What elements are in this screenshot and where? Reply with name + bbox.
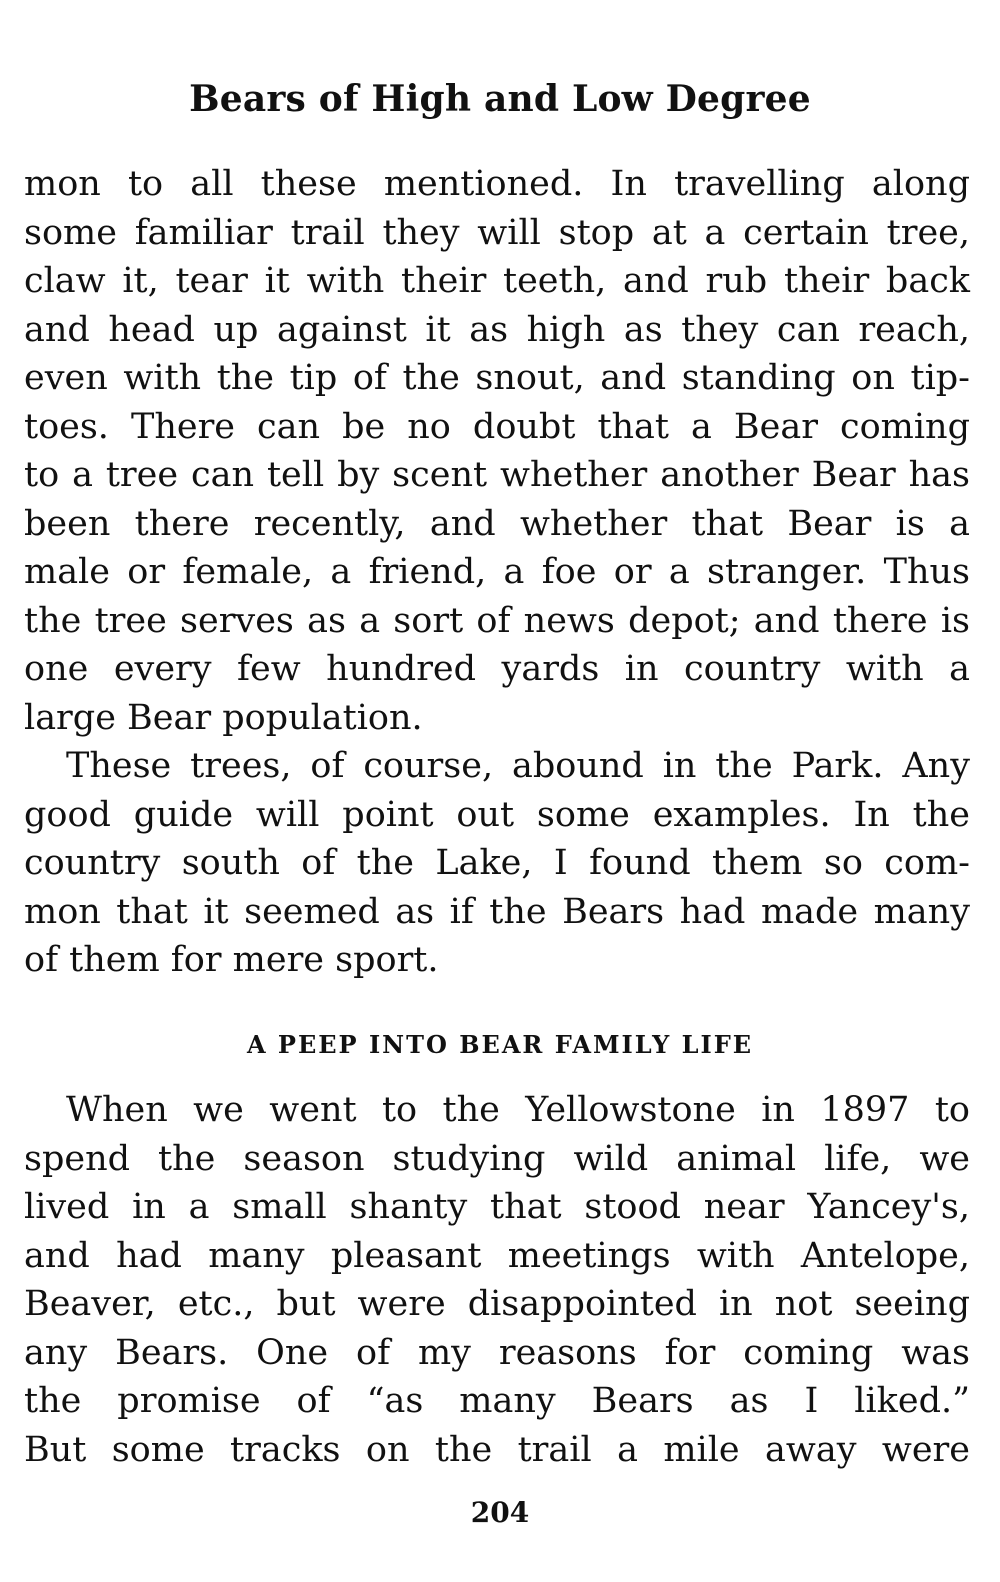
text-line: even with the tip of the snout, and standing on tip- bbox=[24, 358, 970, 398]
text-line: large Bear population. bbox=[24, 697, 423, 738]
page-number: 204 bbox=[470, 1496, 530, 1529]
text-line: to a tree can tell by scent whether another Bear has bbox=[24, 455, 970, 495]
text-line: good guide will point out some examples. In the bbox=[24, 794, 970, 835]
text-line: the promise of “as many Bears as I liked.” bbox=[24, 1381, 970, 1421]
text-line: Beaver, etc., but were disappointed in not seeing bbox=[24, 1284, 970, 1324]
running-head: Bears of High and Low Degree bbox=[189, 78, 811, 120]
text-line: male or female, a friend, a foe or a stranger. Thus bbox=[24, 552, 970, 592]
text-line: one every few hundred yards in country with a bbox=[24, 649, 970, 689]
text-line: country south of the Lake, I found them so com- bbox=[24, 843, 970, 883]
body-text-lower bbox=[24, 1086, 970, 1474]
text-line: spend the season studying wild animal life, we bbox=[24, 1138, 970, 1179]
text-line: and had many pleasant meetings with Antelope, bbox=[24, 1235, 970, 1276]
text-line: These trees, of course, abound in the Park. Any bbox=[66, 746, 970, 786]
text-line: lived in a small shanty that stood near Yancey's, bbox=[24, 1187, 970, 1227]
text-line: But some tracks on the trail a mile away were bbox=[24, 1429, 970, 1470]
text-line: claw it, tear it with their teeth, and rub their back bbox=[24, 261, 970, 301]
text-line: of them for mere sport. bbox=[24, 940, 439, 980]
section-heading: A PEEP INTO BEAR FAMILY LIFE bbox=[246, 1030, 754, 1059]
text-line: mon to all these mentioned. In travelling along bbox=[24, 164, 970, 204]
text-line: the tree serves as a sort of news depot; and there is bbox=[24, 600, 970, 641]
text-line: any Bears. One of my reasons for coming was bbox=[24, 1332, 970, 1373]
text-line: and head up against it as high as they can reach, bbox=[24, 309, 970, 350]
text-line: toes. There can be no doubt that a Bear coming bbox=[24, 406, 970, 447]
text-line: When we went to the Yellowstone in 1897 to bbox=[66, 1090, 970, 1130]
text-line: mon that it seemed as if the Bears had made many bbox=[24, 891, 970, 932]
text-line: been there recently, and whether that Bear is a bbox=[24, 503, 970, 544]
body-text-upper bbox=[24, 160, 970, 985]
text-line: some familiar trail they will stop at a certain tree, bbox=[24, 212, 970, 253]
